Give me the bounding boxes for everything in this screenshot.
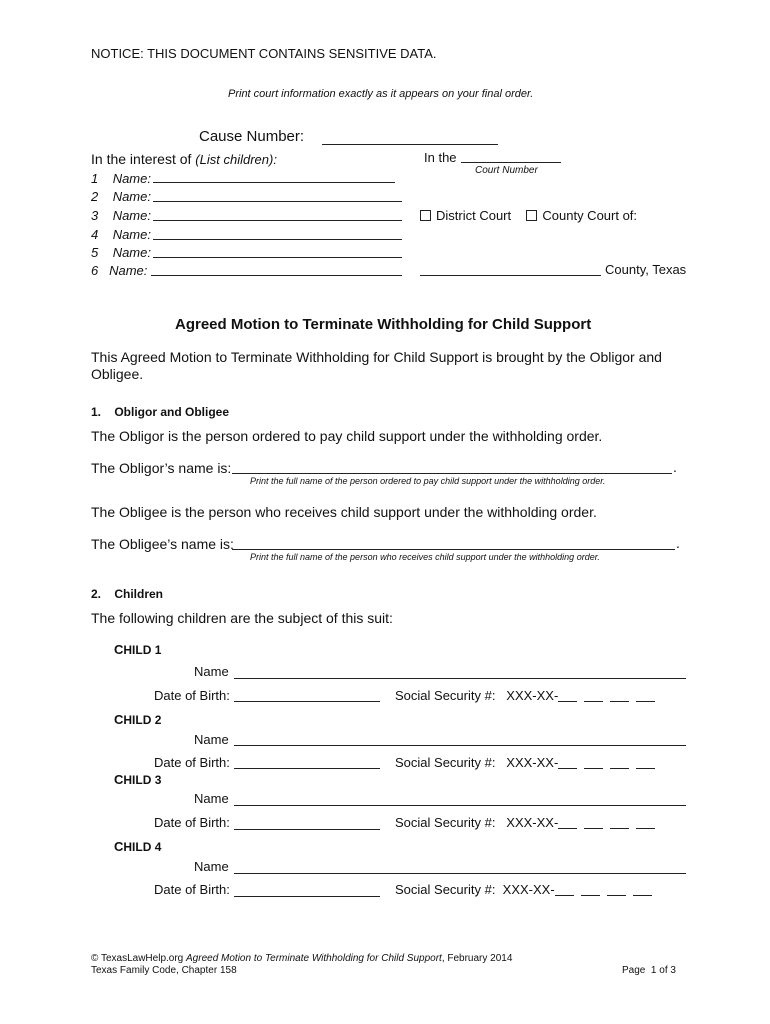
child-name-field-4[interactable] <box>153 239 402 240</box>
print-instruction: Print court information exactly as it appears on your final order. <box>228 88 534 100</box>
row-label: Name: <box>112 189 151 204</box>
obligor-name-hint: Print the full name of the person ordered to pay child support under the withholding order. <box>250 476 606 486</box>
child-3-name-label: Name <box>194 791 229 806</box>
ssn-digit-field[interactable] <box>558 756 577 769</box>
ssn-digit-field[interactable] <box>555 883 574 896</box>
child-1-name-label: Name <box>194 664 229 679</box>
child-name-field-1[interactable] <box>153 182 395 183</box>
page-number: Page 1 of 3 <box>622 965 676 976</box>
interest-of-label <box>91 151 277 167</box>
child-2-name-field[interactable] <box>234 745 686 746</box>
ssn-prefix: XXX-XX- <box>506 755 559 770</box>
child-1-dob-label: Date of Birth: <box>154 688 230 703</box>
county-texas-label: County, Texas <box>605 262 687 277</box>
ssn-digit-field[interactable] <box>610 816 629 829</box>
child-3-ssn-row <box>395 815 655 830</box>
child-heading-rest: HILD 1 <box>123 643 162 657</box>
child-1-name-field[interactable] <box>234 678 686 679</box>
ssn-digit-field[interactable] <box>607 883 626 896</box>
child-heading-initial: C <box>114 712 124 727</box>
county-court-label: County Court of: <box>542 208 638 223</box>
footer-form-title: Agreed Motion to Terminate Withholding for Child Support <box>186 953 442 964</box>
ssn-label: Social Security #: <box>395 882 496 897</box>
intro-paragraph: This Agreed Motion to Terminate Withholding for Child Support is brought by the Obligor and Obligee. <box>91 349 662 382</box>
row-label: Name: <box>112 208 151 223</box>
ssn-digit-field[interactable] <box>636 756 655 769</box>
child-3-heading <box>114 772 161 787</box>
row-number: 6 <box>91 263 99 278</box>
child-name-row-5 <box>91 245 151 260</box>
obligor-period: . <box>673 459 677 475</box>
child-name-field-6[interactable] <box>151 275 402 276</box>
child-name-row-1 <box>91 171 151 186</box>
row-number: 1 <box>91 171 99 186</box>
child-name-row-6 <box>91 263 147 278</box>
child-name-field-3[interactable] <box>153 220 402 221</box>
child-4-heading <box>114 839 161 854</box>
child-2-ssn-row <box>395 755 655 770</box>
footer-copyright: © TexasLawHelp.org <box>91 953 184 964</box>
child-heading-rest: HILD 2 <box>123 713 162 727</box>
ssn-digit-field[interactable] <box>558 816 577 829</box>
row-label: Name: <box>112 245 151 260</box>
child-heading-initial: C <box>114 839 124 854</box>
children-description: The following children are the subject of this suit: <box>91 610 393 626</box>
child-2-dob-field[interactable] <box>234 768 380 769</box>
child-4-name-label: Name <box>194 859 229 874</box>
row-number: 3 <box>91 208 99 223</box>
row-label: Name: <box>109 263 148 278</box>
interest-of-text: In the interest of <box>91 151 192 167</box>
child-heading-initial: C <box>114 772 124 787</box>
ssn-digit-field[interactable] <box>584 689 603 702</box>
obligee-description: The Obligee is the person who receives child support under the withholding order. <box>91 504 597 520</box>
child-name-field-2[interactable] <box>153 201 402 202</box>
obligor-name-label: The Obligor’s name is: <box>91 460 232 476</box>
cause-number-label: Cause Number: <box>199 128 305 145</box>
ssn-label: Social Security #: <box>395 688 496 703</box>
court-number-field[interactable] <box>461 162 561 163</box>
cause-number-field[interactable] <box>322 144 498 145</box>
footer-credit <box>91 953 512 964</box>
ssn-prefix: XXX-XX- <box>502 882 555 897</box>
section-1-heading: 1. Obligor and Obligee <box>91 405 230 419</box>
obligee-name-label: The Obligee’s name is: <box>91 536 234 552</box>
district-court-label: District Court <box>436 208 512 223</box>
obligor-description: The Obligor is the person ordered to pay child support under the withholding order. <box>91 428 603 444</box>
child-2-name-label: Name <box>194 732 229 747</box>
ssn-prefix: XXX-XX- <box>506 815 559 830</box>
ssn-digit-field[interactable] <box>581 883 600 896</box>
ssn-label: Social Security #: <box>395 755 496 770</box>
in-the-label: In the <box>424 150 457 165</box>
list-children-hint: (List children): <box>195 152 277 167</box>
child-3-dob-field[interactable] <box>234 829 380 830</box>
obligee-name-field[interactable] <box>232 549 675 550</box>
ssn-digit-field[interactable] <box>610 756 629 769</box>
ssn-digit-field[interactable] <box>636 816 655 829</box>
child-4-dob-field[interactable] <box>234 896 380 897</box>
ssn-digit-field[interactable] <box>633 883 652 896</box>
row-label: Name: <box>112 227 151 242</box>
child-4-name-field[interactable] <box>234 873 686 874</box>
child-name-row-3 <box>91 208 151 223</box>
row-number: 2 <box>91 189 99 204</box>
obligee-name-hint: Print the full name of the person who receives child support under the withholding order. <box>250 552 600 562</box>
sensitive-data-notice: NOTICE: THIS DOCUMENT CONTAINS SENSITIVE DATA. <box>91 46 437 61</box>
child-3-dob-label: Date of Birth: <box>154 815 230 830</box>
child-1-dob-field[interactable] <box>234 701 380 702</box>
county-court-checkbox[interactable] <box>526 210 537 221</box>
child-heading-initial: C <box>114 642 124 657</box>
ssn-label: Social Security #: <box>395 815 496 830</box>
section-2-heading: 2. Children <box>91 587 164 601</box>
court-number-hint: Court Number <box>475 165 538 176</box>
row-label: Name: <box>112 171 151 186</box>
ssn-digit-field[interactable] <box>584 756 603 769</box>
obligor-name-field[interactable] <box>232 473 672 474</box>
row-number: 4 <box>91 227 99 242</box>
document-title: Agreed Motion to Terminate Withholding for Child Support <box>175 316 592 333</box>
child-name-row-4 <box>91 227 151 242</box>
child-1-ssn-row <box>395 688 655 703</box>
ssn-digit-field[interactable] <box>584 816 603 829</box>
child-2-heading <box>114 712 161 727</box>
footer-code: Texas Family Code, Chapter 158 <box>91 965 237 976</box>
child-heading-rest: HILD 3 <box>123 773 162 787</box>
child-1-heading <box>114 642 161 657</box>
child-2-dob-label: Date of Birth: <box>154 755 230 770</box>
footer-date: , February 2014 <box>441 953 513 964</box>
child-name-row-2 <box>91 189 151 204</box>
court-type-row <box>420 208 637 223</box>
obligee-period: . <box>676 535 680 551</box>
ssn-prefix: XXX-XX- <box>506 688 559 703</box>
child-3-name-field[interactable] <box>234 805 686 806</box>
district-court-checkbox[interactable] <box>420 210 431 221</box>
ssn-digit-field[interactable] <box>610 689 629 702</box>
child-4-dob-label: Date of Birth: <box>154 882 230 897</box>
ssn-digit-field[interactable] <box>558 689 577 702</box>
ssn-digit-field[interactable] <box>636 689 655 702</box>
child-4-ssn-row <box>395 882 652 897</box>
row-number: 5 <box>91 245 99 260</box>
child-name-field-5[interactable] <box>153 257 402 258</box>
child-heading-rest: HILD 4 <box>123 840 162 854</box>
county-name-field[interactable] <box>420 275 601 276</box>
